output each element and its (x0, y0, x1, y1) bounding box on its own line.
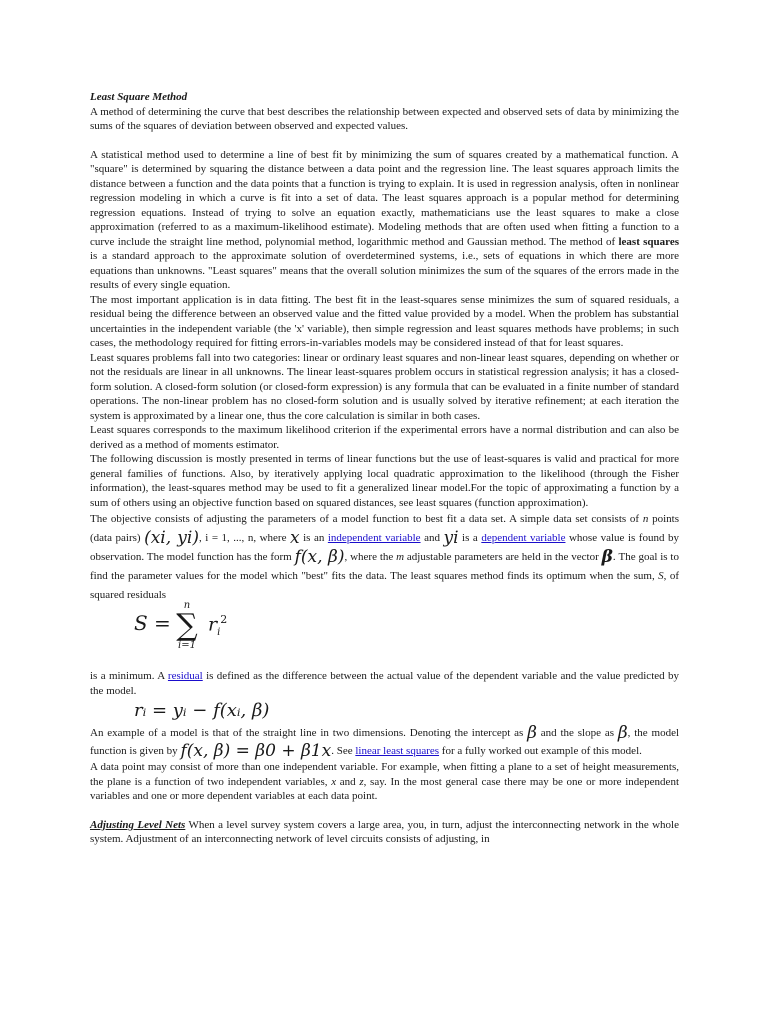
linear-model-formula: f(x, β) = β0 + β1x (180, 741, 332, 761)
level-nets-paragraph: Adjusting Level Nets When a level survey system covers a large area, you, in turn, adjust the interconnecting network in the whole system. Adjustment of an interconnecting network of level circuits consists of adjusting, in (90, 818, 679, 845)
linear-least-squares-link[interactable]: linear least squares (355, 745, 440, 757)
independent-variable-link[interactable]: independent variable (327, 532, 421, 544)
multiple-variables-paragraph: A data point may consist of more than one independent variable. For example, when fitting a plane to a set of height measurements, the plane is a function of two independent variables, x and z, say. In the most general case there may be one or more independent variables and one or more dependent variables at each data point. (90, 761, 679, 802)
summation-symbol: n ∑ i=1 (176, 600, 198, 651)
least-squares-bold: least squares (618, 235, 680, 248)
data-fitting-paragraph: The most important application is in data fitting. The best fit in the least-squares sense minimizes the sum of squared residuals, a residual being the difference between an observed value and the fitted value provided by a model. When the problem has substantial uncertainties in the independent variable (the 'x' variable), then simple regression and least squares methods have problems; in such cases, the methodology required for fitting errors-in-variables models may be considered instead of that for least squares. (90, 293, 679, 349)
sum-of-squares-equation: S = n ∑ i=1 $r_i^2$ (134, 600, 228, 651)
level-nets-heading: Adjusting Level Nets (90, 818, 186, 831)
categories-paragraph: Least squares problems fall into two categories: linear or ordinary least squares and non-linear least squares, depending on whether or not the residuals are linear in all unknowns. The linear least-squares problem occurs in statistical regression analysis; it has a closed-form solution. A closed-form solution (or closed-form expression) is any formula that can be evaluated in a finite number of standard operations. The non-linear problem has no closed-form solution and is usually solved by iterative refinement; at each iteration the system is approximated by a linear one, thus the core calculation is similar in both cases. (90, 351, 679, 422)
dependent-variable-link[interactable]: dependent variable (481, 532, 566, 544)
document-page (90, 90, 679, 847)
straight-line-example-paragraph: An example of a model is that of the straight line in two dimensions. Denoting the intercept as β and the slope as β, the model function is given by f(x, β) = β0 + β1x. See linear least squares for a fully worked out example of this model. (90, 723, 680, 761)
discussion-paragraph: The following discussion is mostly presented in terms of linear functions but the use of least-squares is valid and practical for more general families of functions. Also, by iteratively applying local quadratic approximation to the likelihood (through the Fisher information), the least-squares method may be used to fit a generalized linear model.For the topic of approximating a function by a sum of others using an objective function based on squared distances, see least squares (function approximation). (90, 453, 679, 509)
section-title: Least Square Method (90, 91, 188, 103)
residual-link[interactable]: residual (167, 670, 203, 682)
likelihood-paragraph: Least squares corresponds to the maximum likelihood criterion if the experimental errors have a normal distribution and can also be derived as a method of moments estimator. (90, 424, 679, 451)
model-function-formula: f(x, β) (294, 547, 345, 567)
residual-paragraph: is a minimum. A residual is defined as the difference between the actual value of the dependent variable and the value predicted by the model. (90, 670, 679, 697)
beta-vector: β (601, 547, 613, 567)
data-pair-formula: (xi, yi) (144, 528, 199, 548)
objective-paragraph: The objective consists of adjusting the parameters of a model function to best fit a data set. A simple data set consists of n points (data pairs) (xi, yi), i = 1, ..., n, where x is an independent variable and yi is a dependent variable whose value is found by observation. The model function has the form f(x, β), where the m adjustable parameters are held in the vector β. The goal is to find the parameter values for the model which "best" fits the data. The least squares method finds its optimum when the sum, S, of squared residuals (90, 513, 679, 601)
statistical-method-paragraph: A statistical method used to determine a line of best fit by minimizing the sum of squares created by a mathematical function. A "square" is determined by squaring the distance between a data point and the regression line. The least squares approach limits the distance between a function and the data points that a function is trying to explain. It is used in regression analysis, often in nonlinear regression modeling in which a curve is fit into a set of data. The least squares approach is a popular method for determining regression equations. Instead of trying to solve an equation exactly, mathematicians use the least squares to make a close approximation (referred to as a maximum-likelihood estimate). Modeling methods that are often used when fitting a function to a curve include the straight line method, polynomial method, logarithmic method and Gaussian method. The method of least squares is a standard approach to the approximate solution of overdetermined systems, i.e., sets of equations in which there are more equations than unknowns. "Least squares" means that the overall solution minimizes the sum of the squares of the errors made in the results of every single equation. (90, 148, 680, 291)
residual-equation: rᵢ = yᵢ − f(xᵢ, β) (134, 700, 270, 721)
definition-paragraph: A method of determining the curve that best describes the relationship between expected and observed sets of data by minimizing the sums of the squares of deviation between observed and expected values. (90, 105, 679, 132)
